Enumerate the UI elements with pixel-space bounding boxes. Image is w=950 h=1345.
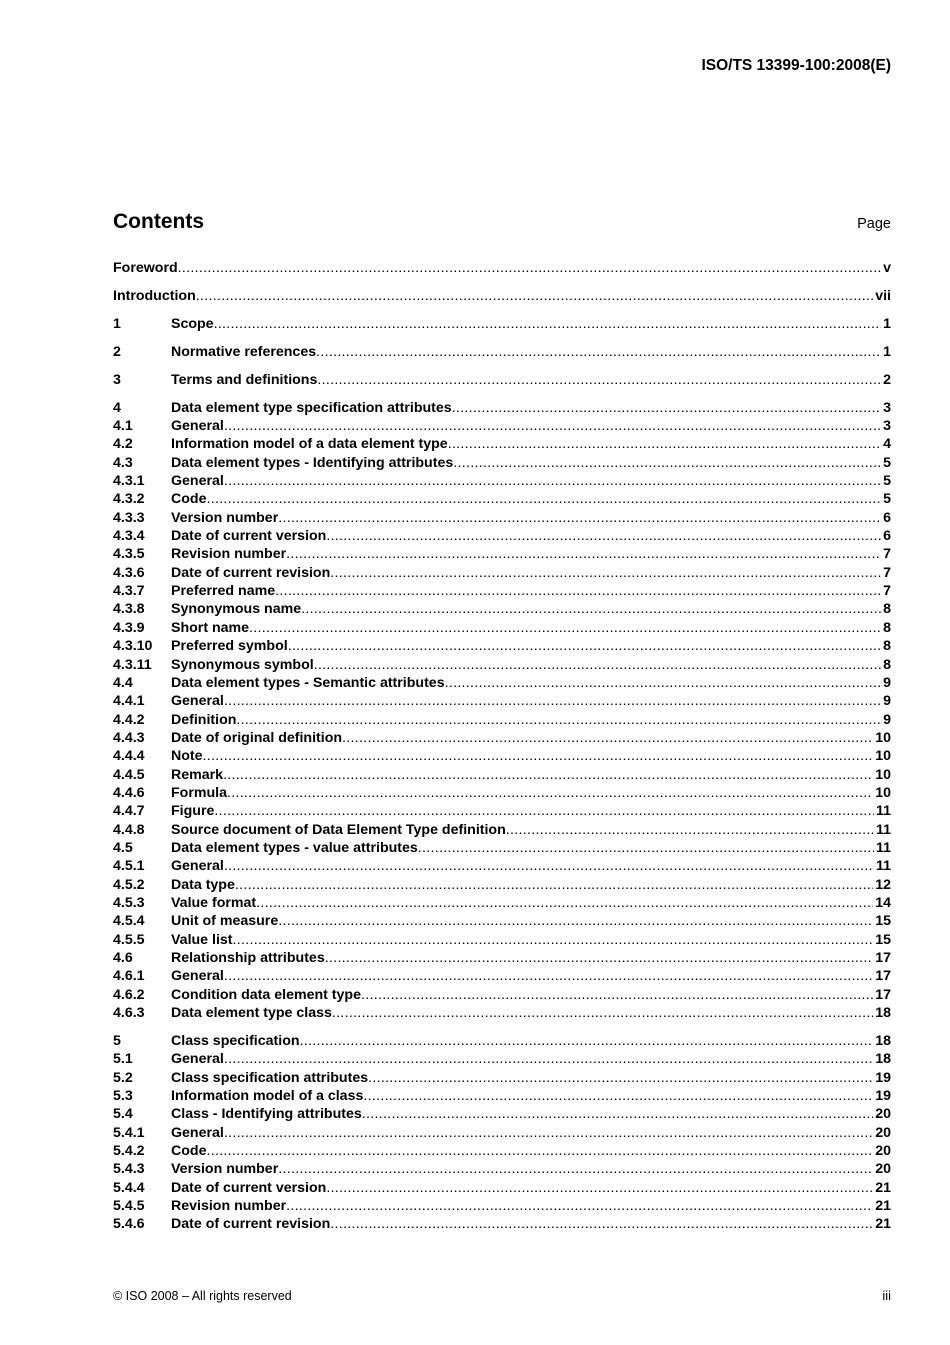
toc-entry[interactable]: [113, 729, 891, 747]
toc-entry-page: 8: [883, 656, 891, 673]
toc-entry[interactable]: [113, 417, 891, 435]
toc-entry-number: 5.3: [113, 1088, 133, 1104]
toc-entry-number: 5.4.4: [113, 1179, 145, 1196]
toc-leader-dots: [224, 967, 873, 985]
toc-leader-dots: [453, 454, 881, 472]
toc-entry[interactable]: [113, 1087, 891, 1105]
toc-entry-page: 7: [883, 564, 891, 581]
toc-entry-number: 4.5.2: [113, 876, 145, 893]
toc-entry[interactable]: [113, 399, 891, 417]
toc-entry-page: 17: [875, 968, 891, 985]
toc-leader-dots: [235, 876, 873, 894]
toc-entry[interactable]: [113, 287, 891, 305]
toc-entry-page: 20: [875, 1106, 891, 1123]
toc-entry-number: 3: [113, 371, 121, 388]
toc-leader-dots: [178, 259, 881, 277]
toc-entry-page: 6: [883, 509, 891, 526]
toc-entry[interactable]: [113, 600, 891, 618]
toc-entry-title: Foreword: [113, 260, 178, 276]
toc-entry-page: 11: [876, 821, 891, 838]
toc-entry-page: v: [883, 260, 891, 276]
toc-entry-number: 4.3.9: [113, 619, 145, 636]
toc-entry[interactable]: [113, 857, 891, 875]
toc-leader-dots: [286, 1197, 873, 1215]
toc-leader-dots: [286, 545, 881, 563]
toc-entry[interactable]: [113, 1197, 891, 1215]
toc-entry[interactable]: [113, 454, 891, 472]
toc-entry-title: Data type: [171, 876, 235, 893]
toc-entry-page: 5: [883, 454, 891, 471]
toc-entry-number: 4.5.3: [113, 894, 145, 911]
toc-entry-page: 5: [883, 491, 891, 508]
toc-entry-number: 5: [113, 1032, 121, 1049]
toc-entry[interactable]: [113, 1004, 891, 1022]
toc-entry-title: Remark: [171, 766, 224, 783]
toc-entry-number: 4.5.1: [113, 858, 145, 875]
page-title: Contents: [113, 210, 204, 233]
toc-entry[interactable]: [113, 371, 891, 389]
toc-entry-number: 4.3.4: [113, 528, 145, 545]
toc-leader-dots: [506, 821, 874, 839]
toc-leader-dots: [301, 600, 881, 618]
toc-entry-title: Synonymous name: [171, 601, 302, 618]
toc-entry[interactable]: [113, 490, 891, 508]
toc-entry-page: 14: [875, 894, 891, 911]
toc-entry-title: Preferred symbol: [171, 638, 288, 655]
toc-entry[interactable]: [113, 766, 891, 784]
toc-leader-dots: [214, 315, 882, 333]
toc-entry-number: 4.4.7: [113, 803, 145, 820]
toc-entry-number: 1: [113, 315, 121, 332]
toc-entry-title: Revision number: [171, 546, 287, 563]
toc-leader-dots: [300, 1032, 874, 1050]
toc-entry-number: 4.4: [113, 674, 133, 691]
toc-entry[interactable]: [113, 509, 891, 527]
toc-entry-number: 5.4: [113, 1106, 133, 1123]
toc-entry[interactable]: [113, 747, 891, 765]
toc-entry-title: Version number: [171, 509, 279, 526]
toc-entry-page: 20: [875, 1143, 891, 1160]
toc-entry-title: Value list: [171, 931, 233, 948]
toc-entry-number: 5.1: [113, 1051, 133, 1068]
toc-entry-page: 1: [883, 343, 891, 360]
toc-entry-number: 4.2: [113, 436, 133, 453]
toc-entry-page: 21: [875, 1179, 891, 1196]
toc-entry-title: General: [171, 858, 224, 875]
toc-entry-page: 15: [875, 931, 891, 948]
toc-leader-dots: [330, 564, 881, 582]
toc-entry-title: Version number: [171, 1161, 279, 1178]
toc-entry-number: 4.4.5: [113, 766, 145, 783]
toc-entry-page: 9: [883, 674, 891, 691]
toc-entry[interactable]: [113, 1179, 891, 1197]
toc-leader-dots: [326, 527, 881, 545]
toc-entry[interactable]: [113, 711, 891, 729]
toc-entry-page: 18: [875, 1032, 891, 1049]
toc-entry-number: 4.5.5: [113, 931, 145, 948]
toc-entry[interactable]: [113, 931, 891, 949]
toc-entry-title: General: [171, 473, 224, 490]
toc-entry-title: Data element type class: [171, 1005, 332, 1022]
toc-entry-number: 4.3: [113, 454, 133, 471]
toc-leader-dots: [445, 674, 882, 692]
toc-entry[interactable]: [113, 637, 891, 655]
toc-entry-title: General: [171, 693, 224, 710]
toc-leader-dots: [227, 784, 873, 802]
toc-entry-number: 4.4.3: [113, 729, 145, 746]
toc-entry-title: Class specification attributes: [171, 1069, 369, 1086]
toc-leader-dots: [224, 417, 881, 435]
toc-entry-number: 4.3.11: [113, 656, 152, 673]
toc-entry-page: 10: [875, 784, 891, 801]
toc-leader-dots: [317, 371, 881, 389]
toc-leader-dots: [275, 582, 881, 600]
toc-entry-page: 9: [883, 711, 891, 728]
toc-entry[interactable]: [113, 472, 891, 490]
toc-entry-title: Information model of a data element type: [171, 436, 448, 453]
toc-entry-page: 11: [876, 858, 891, 875]
toc-entry[interactable]: [113, 1160, 891, 1178]
toc-entry-number: 4.3.3: [113, 509, 145, 526]
toc-entry-title: Date of current version: [171, 528, 327, 545]
toc-entry-number: 4.5: [113, 839, 133, 856]
toc-entry-number: 4.5.4: [113, 913, 145, 930]
toc-leader-dots: [206, 1142, 873, 1160]
toc-entry-number: 4.3.10: [113, 638, 153, 655]
toc-leader-dots: [206, 490, 881, 508]
toc-leader-dots: [224, 857, 874, 875]
toc-entry-number: 4.6.2: [113, 986, 145, 1003]
toc-entry[interactable]: [113, 876, 891, 894]
toc-entry[interactable]: [113, 1050, 891, 1068]
toc-entry[interactable]: [113, 527, 891, 545]
page-column-label: Page: [857, 216, 891, 232]
toc-leader-dots: [342, 729, 873, 747]
toc-entry-page: vii: [875, 287, 891, 304]
toc-entry[interactable]: [113, 1124, 891, 1142]
toc-leader-dots: [223, 766, 873, 784]
toc-entry-number: 5.4.2: [113, 1143, 145, 1160]
toc-entry-title: Information model of a class: [171, 1088, 364, 1104]
toc-entry[interactable]: [113, 784, 891, 802]
toc-entry-number: 5.4.1: [113, 1124, 145, 1141]
toc-entry-page: 3: [883, 399, 891, 416]
toc-leader-dots: [256, 894, 873, 912]
toc-leader-dots: [236, 711, 881, 729]
toc-entry-title: Value format: [171, 894, 257, 911]
toc-entry-number: 5.4.5: [113, 1198, 145, 1215]
toc-entry[interactable]: [113, 582, 891, 600]
toc-entry-page: 4: [883, 436, 891, 453]
toc-entry-page: 11: [876, 803, 891, 820]
toc-entry-page: 10: [875, 766, 891, 783]
toc-entry-number: 4.4.1: [113, 693, 145, 710]
toc-entry-title: Figure: [171, 803, 215, 820]
table-of-contents: [113, 259, 891, 1234]
toc-leader-dots: [325, 949, 874, 967]
toc-entry-page: 1: [883, 315, 891, 332]
toc-entry-page: 21: [875, 1216, 891, 1233]
toc-entry-title: Introduction: [113, 287, 196, 304]
toc-entry-page: 17: [875, 950, 891, 966]
toc-leader-dots: [330, 1215, 873, 1233]
toc-entry-title: Date of current revision: [171, 1216, 331, 1233]
toc-entry-number: 4.6.3: [113, 1005, 145, 1022]
toc-leader-dots: [278, 912, 873, 930]
toc-entry-number: 4.4.4: [113, 748, 145, 765]
toc-leader-dots: [361, 986, 873, 1004]
toc-entry-title: Normative references: [171, 343, 317, 360]
toc-entry[interactable]: [113, 315, 891, 333]
toc-entry[interactable]: [113, 619, 891, 637]
toc-leader-dots: [224, 692, 881, 710]
toc-entry-title: Revision number: [171, 1198, 287, 1215]
toc-leader-dots: [278, 509, 881, 527]
toc-entry-title: Preferred name: [171, 583, 276, 600]
toc-entry-number: 5.4.3: [113, 1161, 145, 1178]
toc-entry-number: 4.3.2: [113, 491, 145, 508]
toc-entry-number: 4.6: [113, 950, 133, 966]
toc-leader-dots: [214, 802, 874, 820]
toc-leader-dots: [249, 619, 881, 637]
toc-leader-dots: [233, 931, 874, 949]
toc-leader-dots: [196, 287, 873, 305]
toc-leader-dots: [452, 399, 881, 417]
toc-entry-title: Relationship attributes: [171, 950, 325, 966]
toc-entry[interactable]: [113, 821, 891, 839]
toc-entry[interactable]: [113, 967, 891, 985]
toc-entry[interactable]: [113, 839, 891, 857]
toc-entry-page: 8: [883, 638, 891, 655]
toc-entry-page: 17: [875, 986, 891, 1003]
page-number: iii: [882, 1288, 891, 1303]
toc-entry-number: 4.6.1: [113, 968, 145, 985]
toc-entry-page: 10: [875, 748, 891, 765]
toc-entry-title: Synonymous symbol: [171, 656, 314, 673]
toc-entry[interactable]: [113, 545, 891, 563]
toc-entry-title: Date of original definition: [171, 729, 343, 746]
toc-entry-number: 4.4.2: [113, 711, 145, 728]
toc-entry-title: Code: [171, 491, 207, 508]
toc-entry-title: Code: [171, 1143, 207, 1160]
toc-entry-title: Short name: [171, 619, 250, 636]
toc-entry-page: 20: [875, 1124, 891, 1141]
toc-leader-dots: [418, 839, 874, 857]
toc-entry[interactable]: [113, 986, 891, 1004]
toc-entry[interactable]: [113, 343, 891, 361]
toc-entry[interactable]: [113, 1142, 891, 1160]
toc-entry-title: General: [171, 418, 224, 435]
toc-entry-page: 15: [875, 913, 891, 930]
toc-entry-page: 2: [883, 371, 891, 388]
toc-entry-title: General: [171, 1051, 224, 1068]
toc-entry-page: 8: [883, 619, 891, 636]
toc-entry[interactable]: [113, 564, 891, 582]
toc-entry[interactable]: [113, 1215, 891, 1233]
toc-entry-number: 4.3.8: [113, 601, 145, 618]
toc-entry[interactable]: [113, 802, 891, 820]
toc-entry-title: General: [171, 968, 224, 985]
toc-entry-title: Class specification: [171, 1032, 300, 1049]
toc-entry[interactable]: [113, 912, 891, 930]
copyright-notice: © ISO 2008 – All rights reserved: [113, 1289, 292, 1303]
toc-entry-title: Unit of measure: [171, 913, 279, 930]
toc-entry-title: Formula: [171, 784, 227, 801]
toc-entry-page: 5: [883, 473, 891, 490]
toc-entry-title: Note: [171, 748, 203, 765]
toc-leader-dots: [288, 637, 881, 655]
toc-entry[interactable]: [113, 1032, 891, 1050]
toc-leader-dots: [224, 1050, 873, 1068]
toc-entry-title: Data element type specification attributes: [171, 399, 452, 416]
toc-entry-number: 4.3.7: [113, 583, 145, 600]
toc-entry-title: General: [171, 1124, 224, 1141]
toc-leader-dots: [363, 1087, 873, 1105]
toc-entry-title: Terms and definitions: [171, 371, 318, 388]
toc-entry-number: 2: [113, 343, 121, 360]
toc-entry-page: 9: [883, 693, 891, 710]
toc-entry-page: 20: [875, 1161, 891, 1178]
toc-entry-title: Data element types - value attributes: [171, 839, 418, 856]
toc-entry-number: 4.3.5: [113, 546, 145, 563]
toc-entry-page: 10: [875, 729, 891, 746]
toc-entry-title: Condition data element type: [171, 986, 361, 1003]
toc-entry-page: 8: [883, 601, 891, 618]
toc-entry[interactable]: [113, 894, 891, 912]
toc-entry-page: 18: [875, 1005, 891, 1022]
toc-entry[interactable]: [113, 949, 891, 967]
document-id: ISO/TS 13399-100:2008(E): [701, 57, 891, 74]
toc-entry-title: Class - Identifying attributes: [171, 1106, 362, 1123]
toc-entry-number: 5.4.6: [113, 1216, 145, 1233]
toc-entry-number: 5.2: [113, 1069, 133, 1086]
toc-leader-dots: [448, 435, 881, 453]
toc-entry-title: Date of current version: [171, 1179, 327, 1196]
toc-entry-page: 7: [883, 583, 891, 600]
toc-entry-page: 19: [875, 1069, 891, 1086]
toc-entry-page: 7: [883, 546, 891, 563]
toc-entry-page: 21: [875, 1198, 891, 1215]
toc-leader-dots: [316, 343, 881, 361]
toc-leader-dots: [368, 1069, 873, 1087]
toc-leader-dots: [326, 1179, 873, 1197]
toc-entry-number: 4.3.1: [113, 473, 145, 490]
toc-leader-dots: [224, 1124, 873, 1142]
toc-leader-dots: [278, 1160, 873, 1178]
toc-entry-title: Scope: [171, 315, 214, 332]
toc-entry-page: 19: [875, 1088, 891, 1104]
toc-entry-page: 12: [875, 876, 891, 893]
toc-entry-title: Source document of Data Element Type definition: [171, 821, 506, 838]
toc-entry-number: 4.4.8: [113, 821, 145, 838]
toc-entry-title: Data element types - Identifying attributes: [171, 454, 454, 471]
toc-entry-page: 11: [876, 839, 891, 856]
toc-entry-number: 4.4.6: [113, 784, 145, 801]
toc-entry-title: Definition: [171, 711, 237, 728]
toc-leader-dots: [224, 472, 881, 490]
toc-entry[interactable]: [113, 1069, 891, 1087]
toc-entry-title: Date of current revision: [171, 564, 331, 581]
toc-entry[interactable]: [113, 674, 891, 692]
toc-leader-dots: [203, 747, 874, 765]
toc-entry-title: Data element types - Semantic attributes: [171, 674, 445, 691]
toc-entry-number: 4.3.6: [113, 564, 145, 581]
toc-leader-dots: [332, 1004, 873, 1022]
toc-entry[interactable]: [113, 692, 891, 710]
toc-entry-page: 18: [875, 1051, 891, 1068]
toc-entry[interactable]: [113, 656, 891, 674]
toc-leader-dots: [362, 1105, 873, 1123]
toc-entry[interactable]: [113, 259, 891, 277]
toc-entry-page: 3: [883, 418, 891, 435]
toc-entry-number: 4: [113, 399, 121, 416]
toc-entry-page: 6: [883, 528, 891, 545]
toc-entry-number: 4.1: [113, 418, 133, 435]
toc-entry[interactable]: [113, 435, 891, 453]
toc-leader-dots: [314, 656, 881, 674]
toc-entry[interactable]: [113, 1105, 891, 1123]
